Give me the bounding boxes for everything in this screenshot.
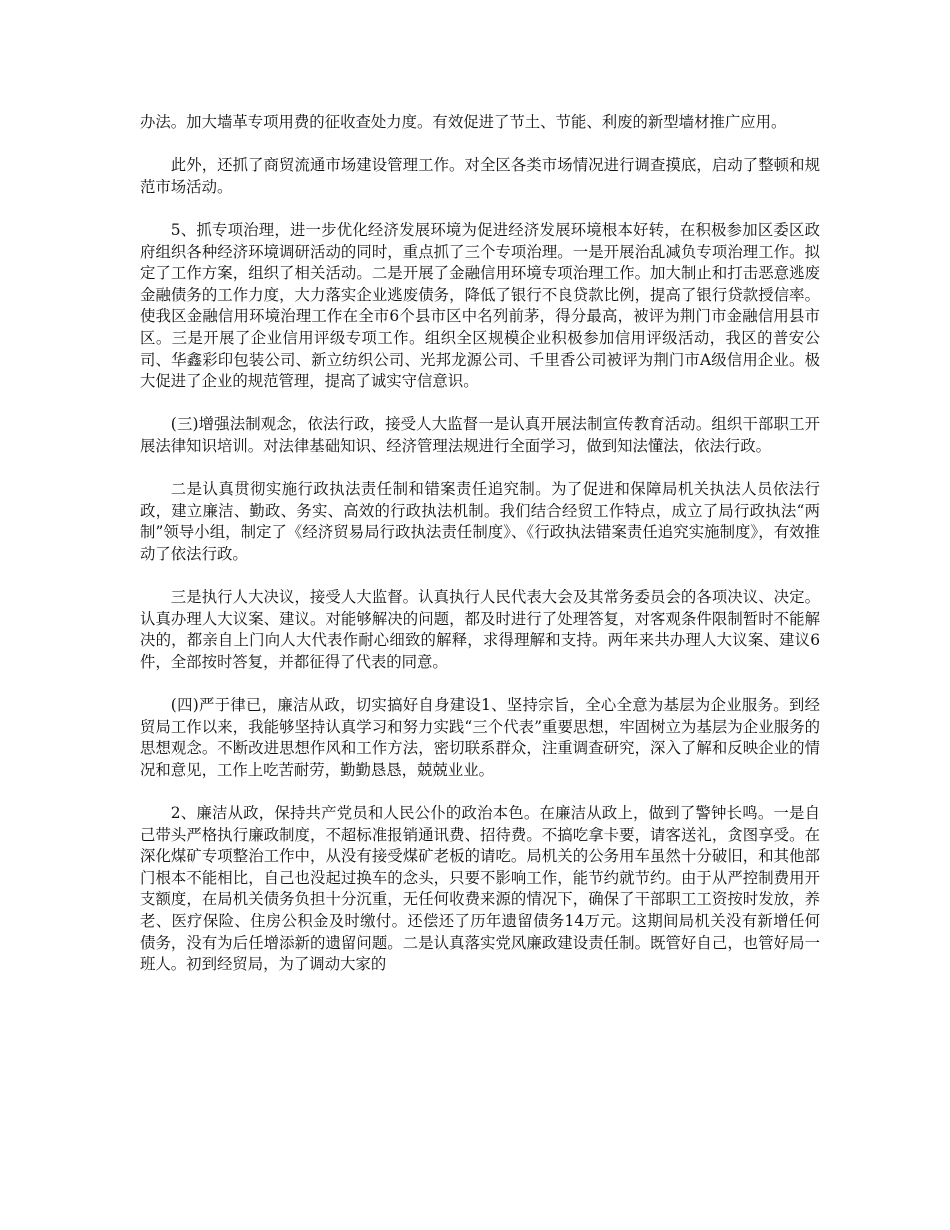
paragraph-8: 2、廉洁从政，保持共产党员和人民公仆的政治本色。在廉洁从政上，做到了警钟长鸣。一是自己带头严格执行廉政制度，不超标准报销通讯费、招待费。不搞吃拿卡要，请客送礼，贪图享受。在深化煤矿专项整治工作中，从没有接受煤矿老板的请吃。局机关的公务用车虽然十分破旧，和其他部门根本不能相比，自己也没起过换车的念头，只要不影响工作，能节约就节约。由于从严控制费用开支额度，在局机关债务负担十分沉重，无任何收费来源的情况下，确保了干部职工工资按时发放，养老、医疗保险、住房公积金及时缴付。还偿还了历年遗留债务14万元。这期间局机关没有新增任何债务，没有为后任增添新的遗留问题。二是认真落实党风廉政建设责任制。既管好自己，也管好局一班人。初到经贸局，为了调动大家的 <box>140 804 820 974</box>
paragraph-3: 5、抓专项治理，进一步优化经济发展环境为促进经济发展环境根本好转，在积极参加区委区政府组织各种经济环境调研活动的同时，重点抓了三个专项治理。一是开展治乱减负专项治理工作。拟定了工作方案，组织了相关活动。二是开展了金融信用环境专项治理工作。加大制止和打击恶意逃废金融债务的工作力度，大力落实企业逃废债务，降低了银行不良贷款比例，提高了银行贷款授信率。使我区金融信用环境治理工作在全市6个县市区中名列前茅，得分最高，被评为荆门市金融信用县市区。三是开展了企业信用评级专项工作。组织全区规模企业积极参加信用评级活动，我区的普安公司、华鑫彩印包装公司、新立纺织公司、光邦龙源公司、千里香公司被评为荆门市A级信用企业。极大促进了企业的规范管理，提高了诚实守信意识。 <box>140 220 820 391</box>
paragraph-1: 办法。加大墙革专项用费的征收查处力度。有效促进了节土、节能、利废的新型墙材推广应用。 <box>140 113 787 131</box>
paragraph-7: (四)严于律已，廉洁从政，切实搞好自身建设1、坚持宗旨，全心全意为基层为企业服务。到经贸局工作以来，我能够坚持认真学习和努力实践“三个代表”重要思想，牢固树立为基层为企业服务的思想观念。不断改进思想作风和工作方法，密切联系群众，注重调查研究，深入了解和反映企业的情况和意见，工作上吃苦耐劳，勤勤恳恳，兢兢业业。 <box>140 696 820 779</box>
paragraph-4: (三)增强法制观念，依法行政，接受人大监督一是认真开展法制宣传教育活动。组织干部职工开展法律知识培训。对法律基础知识、经济管理法规进行全面学习，做到知法懂法，依法行政。 <box>140 415 820 455</box>
document-body <box>140 112 820 997</box>
paragraph-6: 三是执行人大决议，接受人大监督。认真执行人民代表大会及其常务委员会的各项决议、决定。认真办理人大议案、建议。对能够解决的问题，都及时进行了处理答复，对客观条件限制暂时不能解决的，都亲自上门向人大代表作耐心细致的解释，求得理解和支持。两年来共办理人大议案、建议6件，全部按时答复，并都征得了代表的同意。 <box>140 588 820 671</box>
paragraph-2: 此外，还抓了商贸流通市场建设管理工作。对全区各类市场情况进行调查摸底，启动了整顿和规范市场活动。 <box>140 156 820 196</box>
paragraph-5: 二是认真贯彻实施行政执法责任制和错案责任追究制。为了促进和保障局机关执法人员依法行政，建立廉洁、勤政、务实、高效的行政执法机制。我们结合经贸工作特点，成立了局行政执法“两制”领导小组，制定了《经济贸易局行政执法责任制度》、《行政执法错案责任追究实施制度》，有效推动了依法行政。 <box>140 480 820 563</box>
